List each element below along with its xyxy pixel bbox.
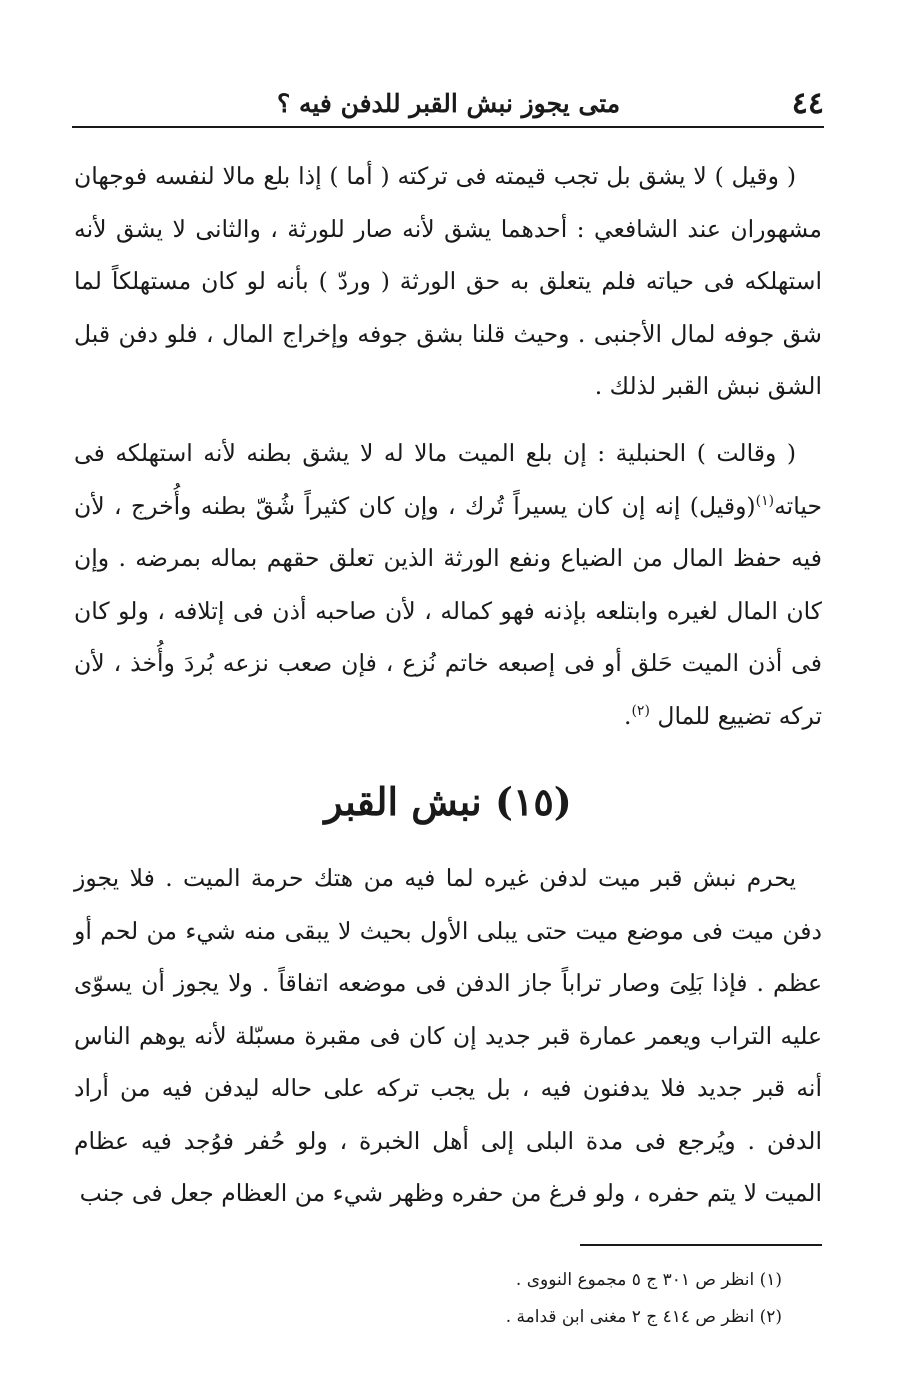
page-header	[72, 78, 824, 124]
paragraph-shafii	[74, 150, 822, 413]
footnote-rule	[580, 1244, 822, 1246]
footnote-1: (١) انظر ص ٣٠١ ج ٥ مجموع النووى .	[515, 1270, 782, 1290]
page-number: ٤٤	[791, 86, 824, 121]
footnote-marker-2: (٢)	[631, 702, 650, 719]
footnote-marker-1: (١)	[755, 492, 775, 509]
running-title: متى يجوز نبش القبر للدفن فيه ؟	[277, 89, 621, 118]
footnote-2: (٢) انظر ص ٤١٤ ج ٢ مغنى ابن قدامة .	[505, 1307, 782, 1327]
paragraph-text: ( وقيل ) لا يشق بل تجب قيمته فى تركته ( أما ) إذا بلع مالا لنفسه فوجهان مشهوران عند الشافعي : أحدهما يشق لأنه صار للورثة ، والثانى لا يشق لأنه استهلكه فى حياته فلم يتعلق به حق الورثة ( وردّ ) بأنه لو كان مستهلكاً لما شق جوفه لمال الأجنبى . وحيث قلنا بشق جوفه وإخراج المال ، فلو دفن قبل الشق نبش القبر لذلك .	[74, 162, 822, 400]
paragraph-text-part: (وقيل) إنه إن كان يسيراً تُرك ، وإن كان كثيراً شُقّ بطنه وأُخرج ، لأن فيه حفظ المال من الضياع ونفع الورثة الذين تعلق حقهم بماله بمرضه . وإن كان المال لغيره وابتلعه بإذنه فهو كماله ، لأن صاحبه أذن فى إتلافه ، ولو كان فى أذن الميت حَلق أو فى إصبعه خاتم نُزع ، فإن صعب نزعه بُردَ وأُخذ ، لأن تركه تضييع للمال	[74, 491, 822, 730]
paragraph-text: يحرم نبش قبر ميت لدفن غيره لما فيه من هتك حرمة الميت . فلا يجوز دفن ميت فى موضع ميت حتى يبلى الأول بحيث لا يبقى منه شيء من لحم أو عظم . فإذا بَلِىَ وصار تراباً جاز الدفن فى موضعه اتفاقاً . ولا يجوز أن يسوّى عليه التراب ويعمر عمارة قبر جديد إن كان فى مقبرة مسبّلة لأنه يوهم الناس أنه قبر جديد فلا يدفنون فيه ، بل يجب تركه على حاله ليدفن فيه من أراد الدفن . ويُرجع فى مدة البلى إلى أهل الخبرة ، ولو حُفر فوُجد فيه عظام الميت لا يتم حفره ، ولو فرغ من حفره وظهر شيء من العظام جعل فى جنب	[74, 864, 822, 1207]
paragraph-hanbali	[74, 427, 822, 742]
paragraph-grave-exhumation	[74, 852, 822, 1220]
section-heading: (١٥) نبش القبر	[324, 779, 572, 824]
paragraph-text-part: .	[623, 701, 632, 730]
paragraph-text	[74, 427, 822, 742]
header-rule	[72, 126, 824, 128]
paragraph-text-part: ( وقالت ) الحنبلية : إن بلع الميت مالا له لا يشق بطنه لأنه استهلكه فى حياته	[74, 439, 822, 520]
footnotes	[74, 1262, 782, 1336]
